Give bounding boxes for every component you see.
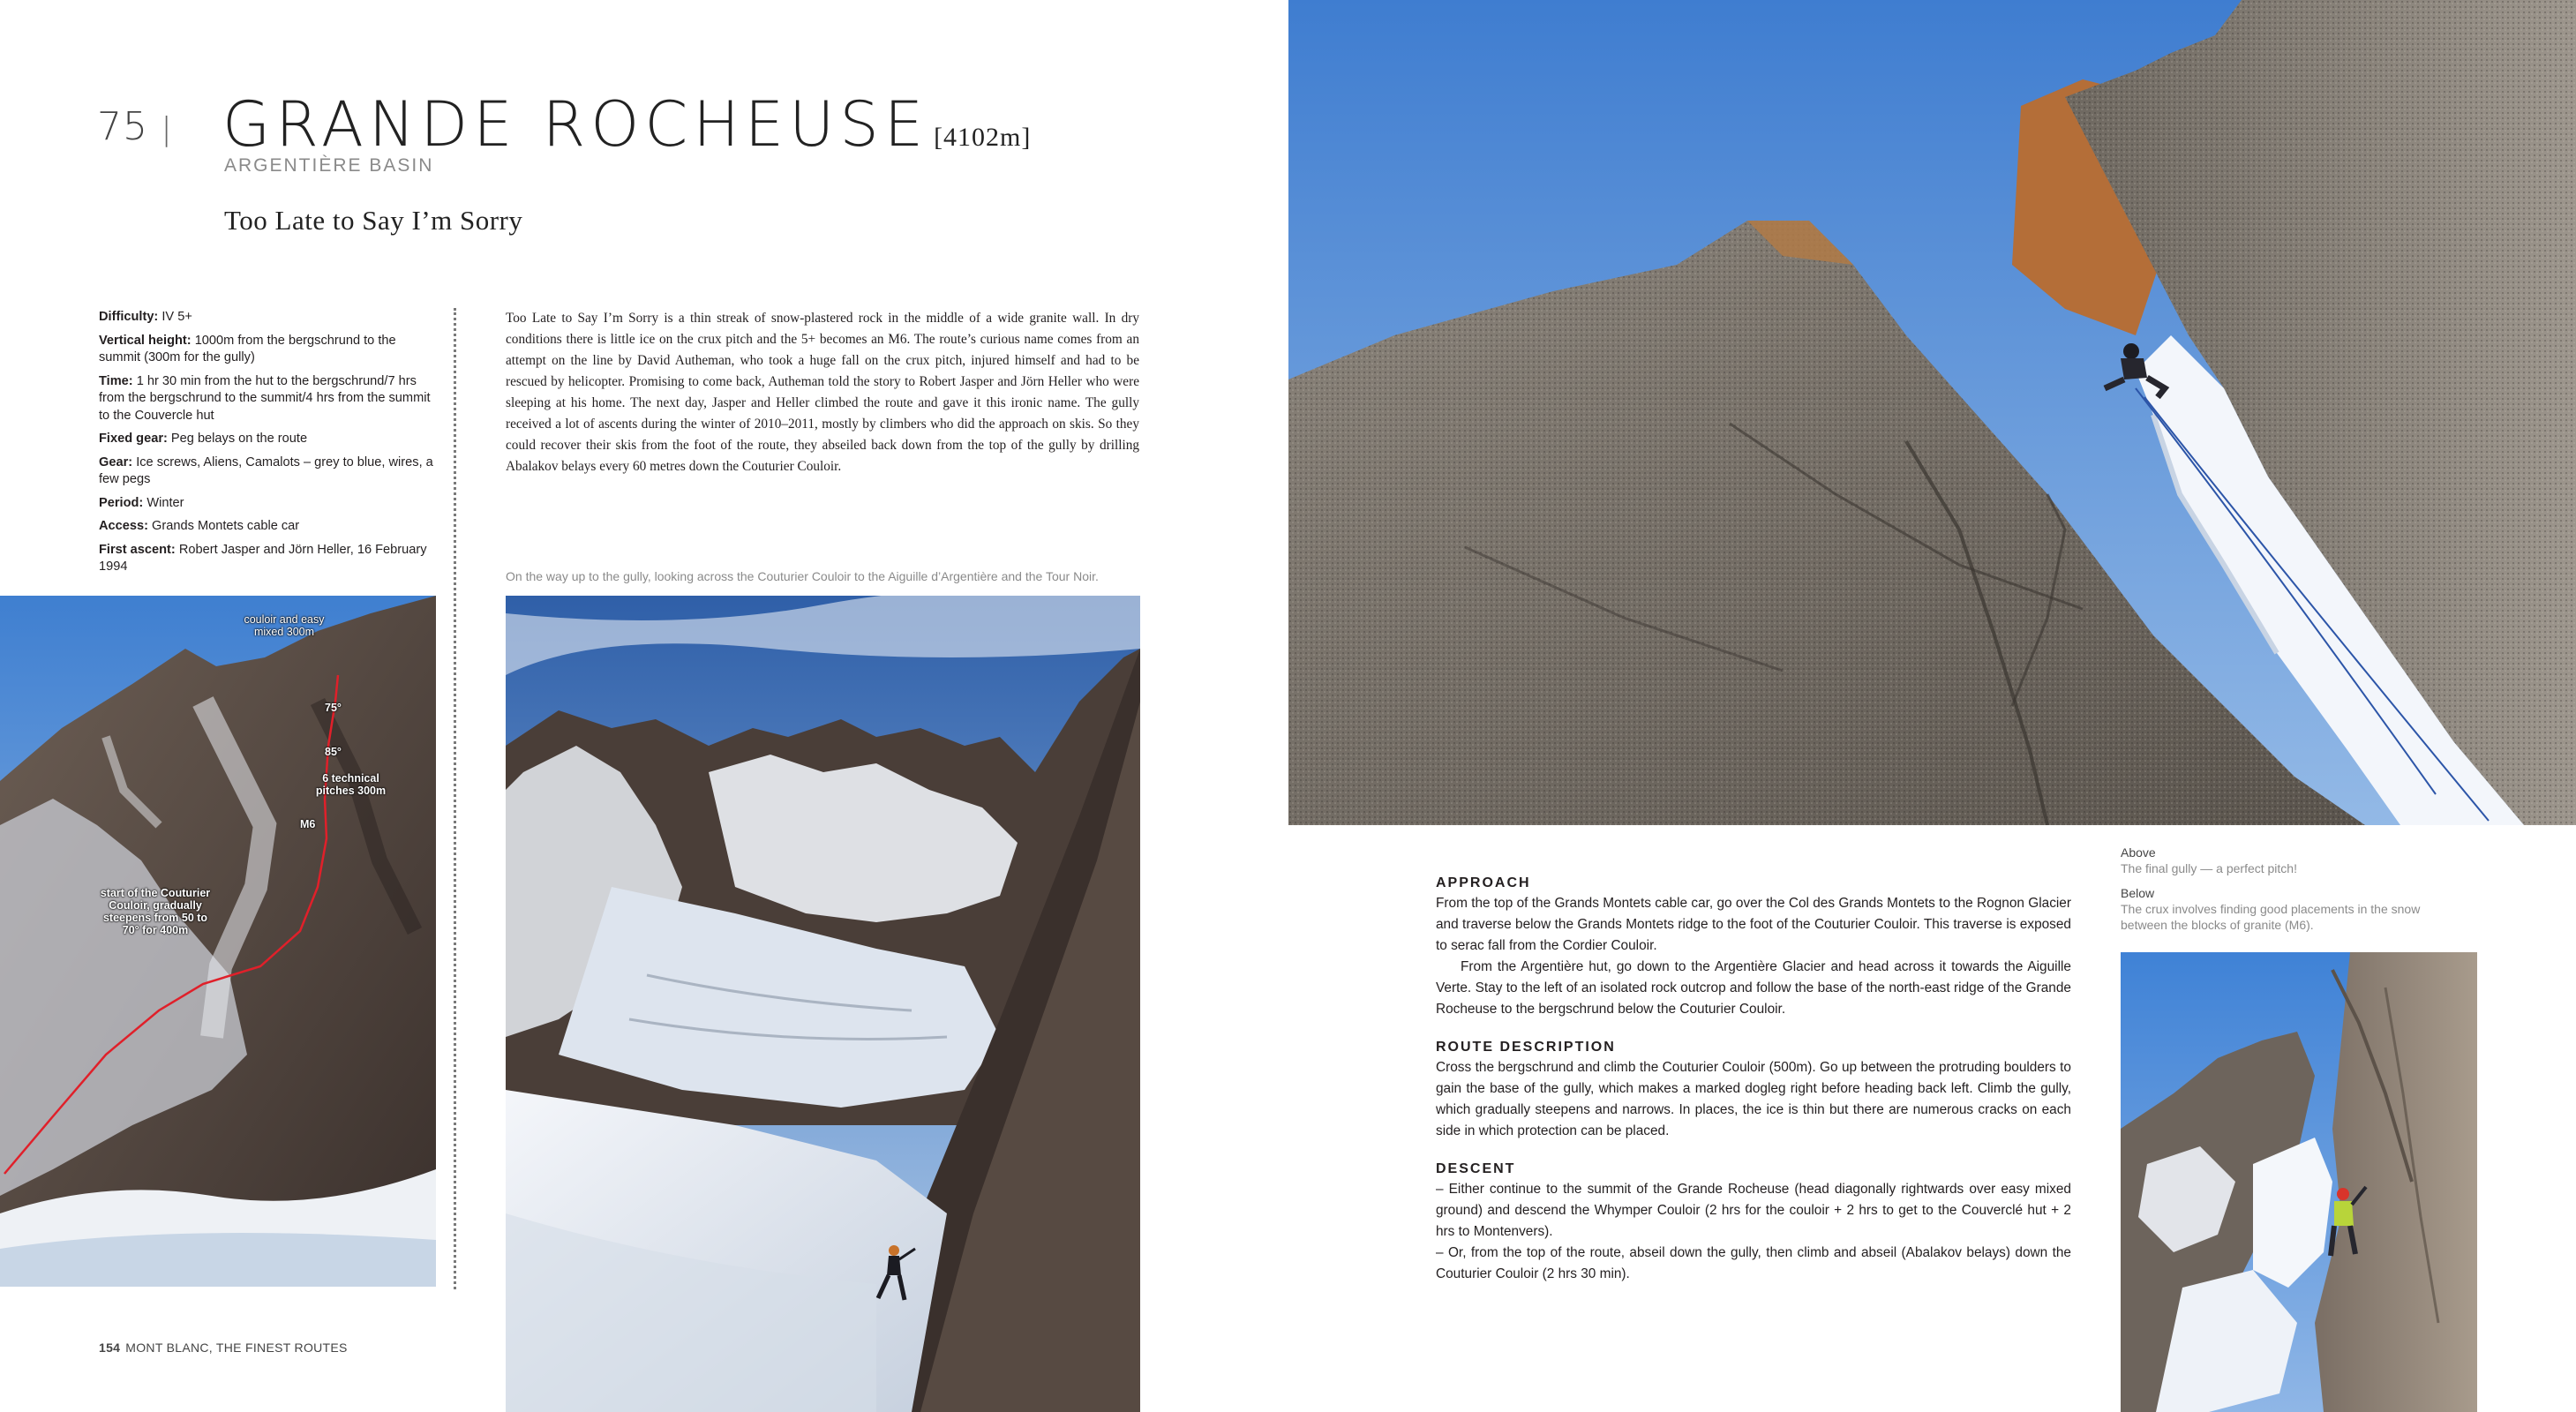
info-access: Access: Grands Montets cable car: [99, 519, 300, 533]
topo-label-couloir: couloir and easy mixed 300m: [244, 613, 325, 638]
info-first-ascent: First ascent: Robert Jasper and Jörn Heller, 16 February 1994: [99, 542, 427, 574]
topo-label-85: 85°: [325, 746, 342, 758]
photo-caption-left: On the way up to the gully, looking across the Couturier Couloir to the Aiguille d’Argentière and the Tour Noir.: [506, 569, 1099, 583]
topo-label-start: start of the Couturier Couloir, gradually steepens from 50 to 70° for 400m: [100, 887, 211, 936]
info-difficulty: Difficulty: IV 5+: [99, 310, 192, 324]
approach-paragraph-1: From the top of the Grands Montets cable car, go over the Col des Grands Montets to the Rognon Glacier and traverse below the Grands Montets ridge to the foot of the Couturier Couloir. This traverse is exposed to serac fall from the Cordier Couloir.: [1436, 896, 2071, 953]
topo-label-pitches: 6 technical pitches 300m: [315, 772, 387, 797]
descent-paragraph-1: – Either continue to the summit of the Grande Rocheuse (head diagonally rightwards over easy mixed ground) and descend the Whymper Couloir (2 hrs for the couloir + 2 hrs to get to the Couverclé hut + 2 hrs to Montenvers).: [1436, 1182, 2071, 1239]
column-divider: [454, 308, 456, 1289]
final-gully-photo: [1288, 0, 2576, 825]
caption-above-heading: Above: [2121, 845, 2156, 860]
approach-heading: APPROACH: [1436, 875, 1531, 890]
altitude: [4102m]: [934, 123, 1032, 152]
page-number: 154: [99, 1341, 121, 1355]
topo-label-m6: M6: [300, 818, 316, 830]
descent-heading: DESCENT: [1436, 1161, 1516, 1176]
info-period: Period: Winter: [99, 495, 184, 510]
route-sections: [1436, 874, 2071, 1285]
caption-below-text: The crux involves finding good placements in the snow between the blocks of granite (M6).: [2121, 902, 2421, 932]
route-description-heading: ROUTE DESCRIPTION: [1436, 1040, 1616, 1055]
info-time: Time: 1 hr 30 min from the hut to the bergschrund/7 hrs from the bergschrund to the summit/4 hrs from the summit to the Couvercle hut: [99, 373, 431, 423]
route-number: 75 |: [97, 104, 173, 149]
book-title: MONT BLANC, THE FINEST ROUTES: [125, 1341, 348, 1355]
page-footer: [99, 1341, 348, 1355]
page-title: [222, 88, 1031, 161]
title-text: GRANDE ROCHEUSE: [222, 88, 929, 161]
intro-text: Too Late to Say I’m Sorry is a thin streak of snow-plastered rock in the middle of a wide granite wall. In dry conditions there is little ice on the crux pitch and the 5+ becomes an M6. The route’s curious name comes from an attempt on the line by David Autheman, who took a huge fall on the crux pitch, injured himself and had to be rescued by helicopter. Promising to come back, Autheman told the story to Robert Jasper and Jörn Heller who were sleeping at his home. The next day, Jasper and Heller climbed the route and gave it this ironic name. The gully received a lot of ascents during the winter of 2010–2011, mostly by climbers who did the approach on skis. So they could recover their skis from the foot of the route, they abseiled back down from the top of the gully by drilling Abalakov belays every 60 metres down the Couturier Couloir.: [506, 311, 1139, 474]
info-vertical-height: Vertical height: 1000m from the bergschrund to the summit (300m for the gully): [99, 333, 396, 364]
approach-paragraph-2: From the Argentière hut, go down to the Argentière Glacier and head across it towards the Aiguille Verte. Stay to the left of an isolated rock outcrop and follow the base of the north-east ridge of the Grande Rocheuse to the bergschrund below the Couturier Couloir.: [1436, 959, 2071, 1017]
info-fixed-gear: Fixed gear: Peg belays on the route: [99, 432, 308, 446]
couloir-photo: [506, 596, 1140, 1412]
route-description-paragraph: Cross the bergschrund and climb the Couturier Couloir (500m). Go up between the protruding boulders to gain the base of the gully, which makes a marked dogleg right before heading back left. Climb the gully, which gradually steepens and narrows. In places, the ice is thin but there are numerous cracks on each side in which protection can be placed.: [1436, 1060, 2071, 1138]
route-info: [99, 309, 439, 582]
info-gear: Gear: Ice screws, Aliens, Camalots – grey to blue, wires, a few pegs: [99, 454, 433, 486]
topo-photo: [0, 596, 436, 1287]
descent-paragraph-2: – Or, from the top of the route, abseil down the gully, then climb and abseil (Abalakov belays) down the Couturier Couloir (2 hrs 30 min).: [1436, 1245, 2071, 1281]
topo-label-75: 75°: [325, 702, 342, 714]
caption-below-heading: Below: [2121, 886, 2155, 900]
photo-captions: [2121, 845, 2456, 942]
crux-photo: [2121, 952, 2477, 1412]
area-name: ARGENTIÈRE BASIN: [224, 155, 434, 176]
route-name: Too Late to Say I’m Sorry: [224, 205, 523, 236]
caption-above-text: The final gully — a perfect pitch!: [2121, 861, 2297, 875]
